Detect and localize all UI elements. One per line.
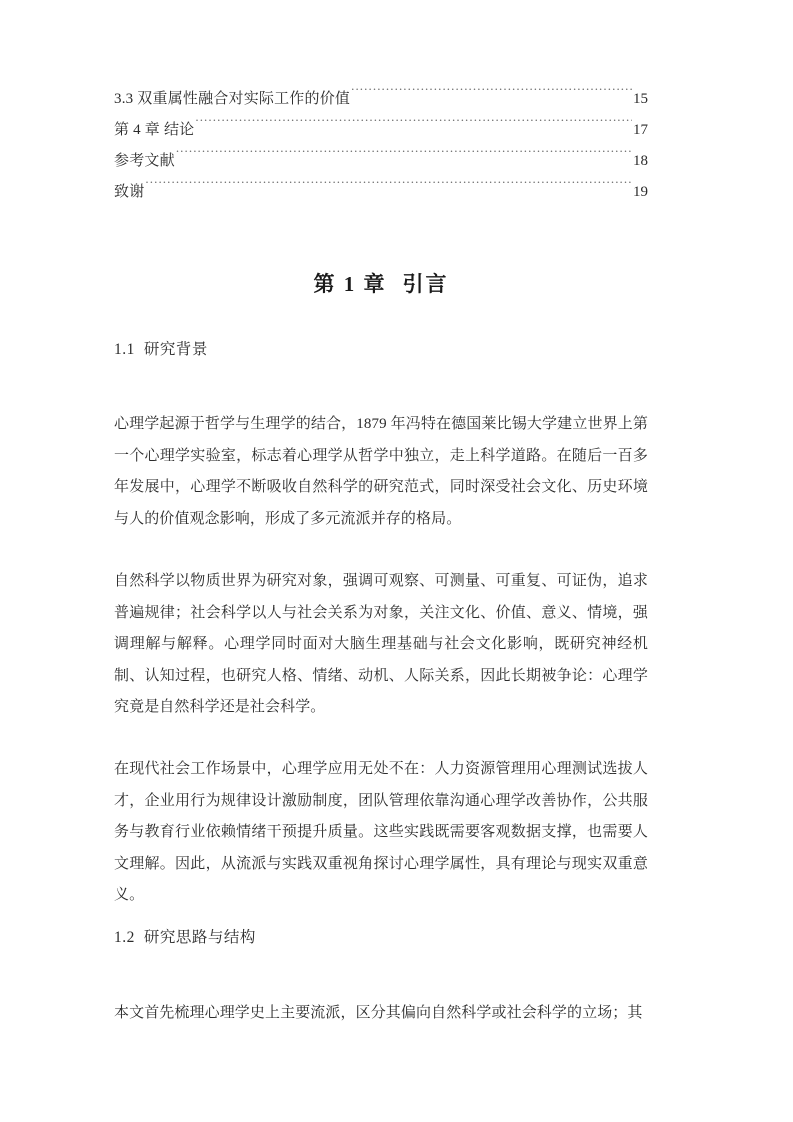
chapter-title — [114, 268, 648, 298]
table-of-contents — [114, 84, 648, 208]
section-title: 研究思路与结构 — [143, 929, 256, 946]
toc-entry-page-number: 15 — [633, 91, 648, 107]
toc-entry-page-number: 19 — [633, 184, 648, 200]
toc-entry[interactable] — [114, 84, 648, 115]
toc-entry[interactable] — [114, 146, 648, 177]
chapter-number: 第 1 章 — [313, 272, 387, 296]
chapter-name: 引言 — [402, 272, 449, 296]
body-paragraph: 心理学起源于哲学与生理学的结合，1879 年冯特在德国莱比锡大学建立世界上第一个心理学实验室，标志着心理学从哲学中独立，走上科学道路。在随后一百多年发展中，心理学不断吸收自然科学的研究范式，同时深受社会文化、历史环境与人的价值观念影响，形成了多元流派并存的格局。 — [114, 416, 648, 527]
toc-entry[interactable] — [114, 177, 648, 208]
toc-entry[interactable] — [114, 115, 648, 146]
toc-entry-page-number: 17 — [633, 122, 648, 138]
section-heading-1-2 — [114, 925, 256, 947]
toc-entry-label: 参考文献 — [114, 153, 175, 169]
body-paragraph: 自然科学以物质世界为研究对象，强调可观察、可测量、可重复、可证伪，追求普遍规律；社会科学以人与社会关系为对象，关注文化、价值、意义、情境，强调理解与解释。心理学同时面对大脑生理基础与社会文化影响，既研究神经机制、认知过程，也研究人格、情绪、动机、人际关系，因此长期被争论：心理学究竟是自然科学还是社会科学。 — [114, 573, 648, 715]
body-paragraph: 在现代社会工作场景中，心理学应用无处不在：人力资源管理用心理测试选拔人才，企业用行为规律设计激励制度，团队管理依靠沟通心理学改善协作，公共服务与教育行业依赖情绪干预提升质量。这些实践既需要客观数据支撑，也需要人文理解。因此，从流派与实践双重视角探讨心理学属性，具有理论与现实双重意义。 — [114, 761, 648, 903]
toc-dot-leader — [176, 150, 632, 165]
toc-entry-label: 3.3 双重属性融合对实际工作的价值 — [114, 91, 351, 107]
toc-dot-leader — [351, 88, 632, 103]
toc-entry-label: 第 4 章 结论 — [114, 122, 195, 138]
section-title: 研究背景 — [143, 341, 208, 358]
toc-entry-page-number: 18 — [633, 153, 648, 169]
body-paragraph: 本文首先梳理心理学史上主要流派，区分其偏向自然科学或社会科学的立场；其 — [114, 1005, 643, 1021]
toc-dot-leader — [195, 119, 632, 134]
toc-dot-leader — [145, 181, 632, 196]
toc-entry-label: 致谢 — [114, 184, 145, 200]
section-number: 1.1 — [114, 341, 135, 358]
section-heading-1-1 — [114, 337, 208, 359]
section-number: 1.2 — [114, 929, 135, 946]
